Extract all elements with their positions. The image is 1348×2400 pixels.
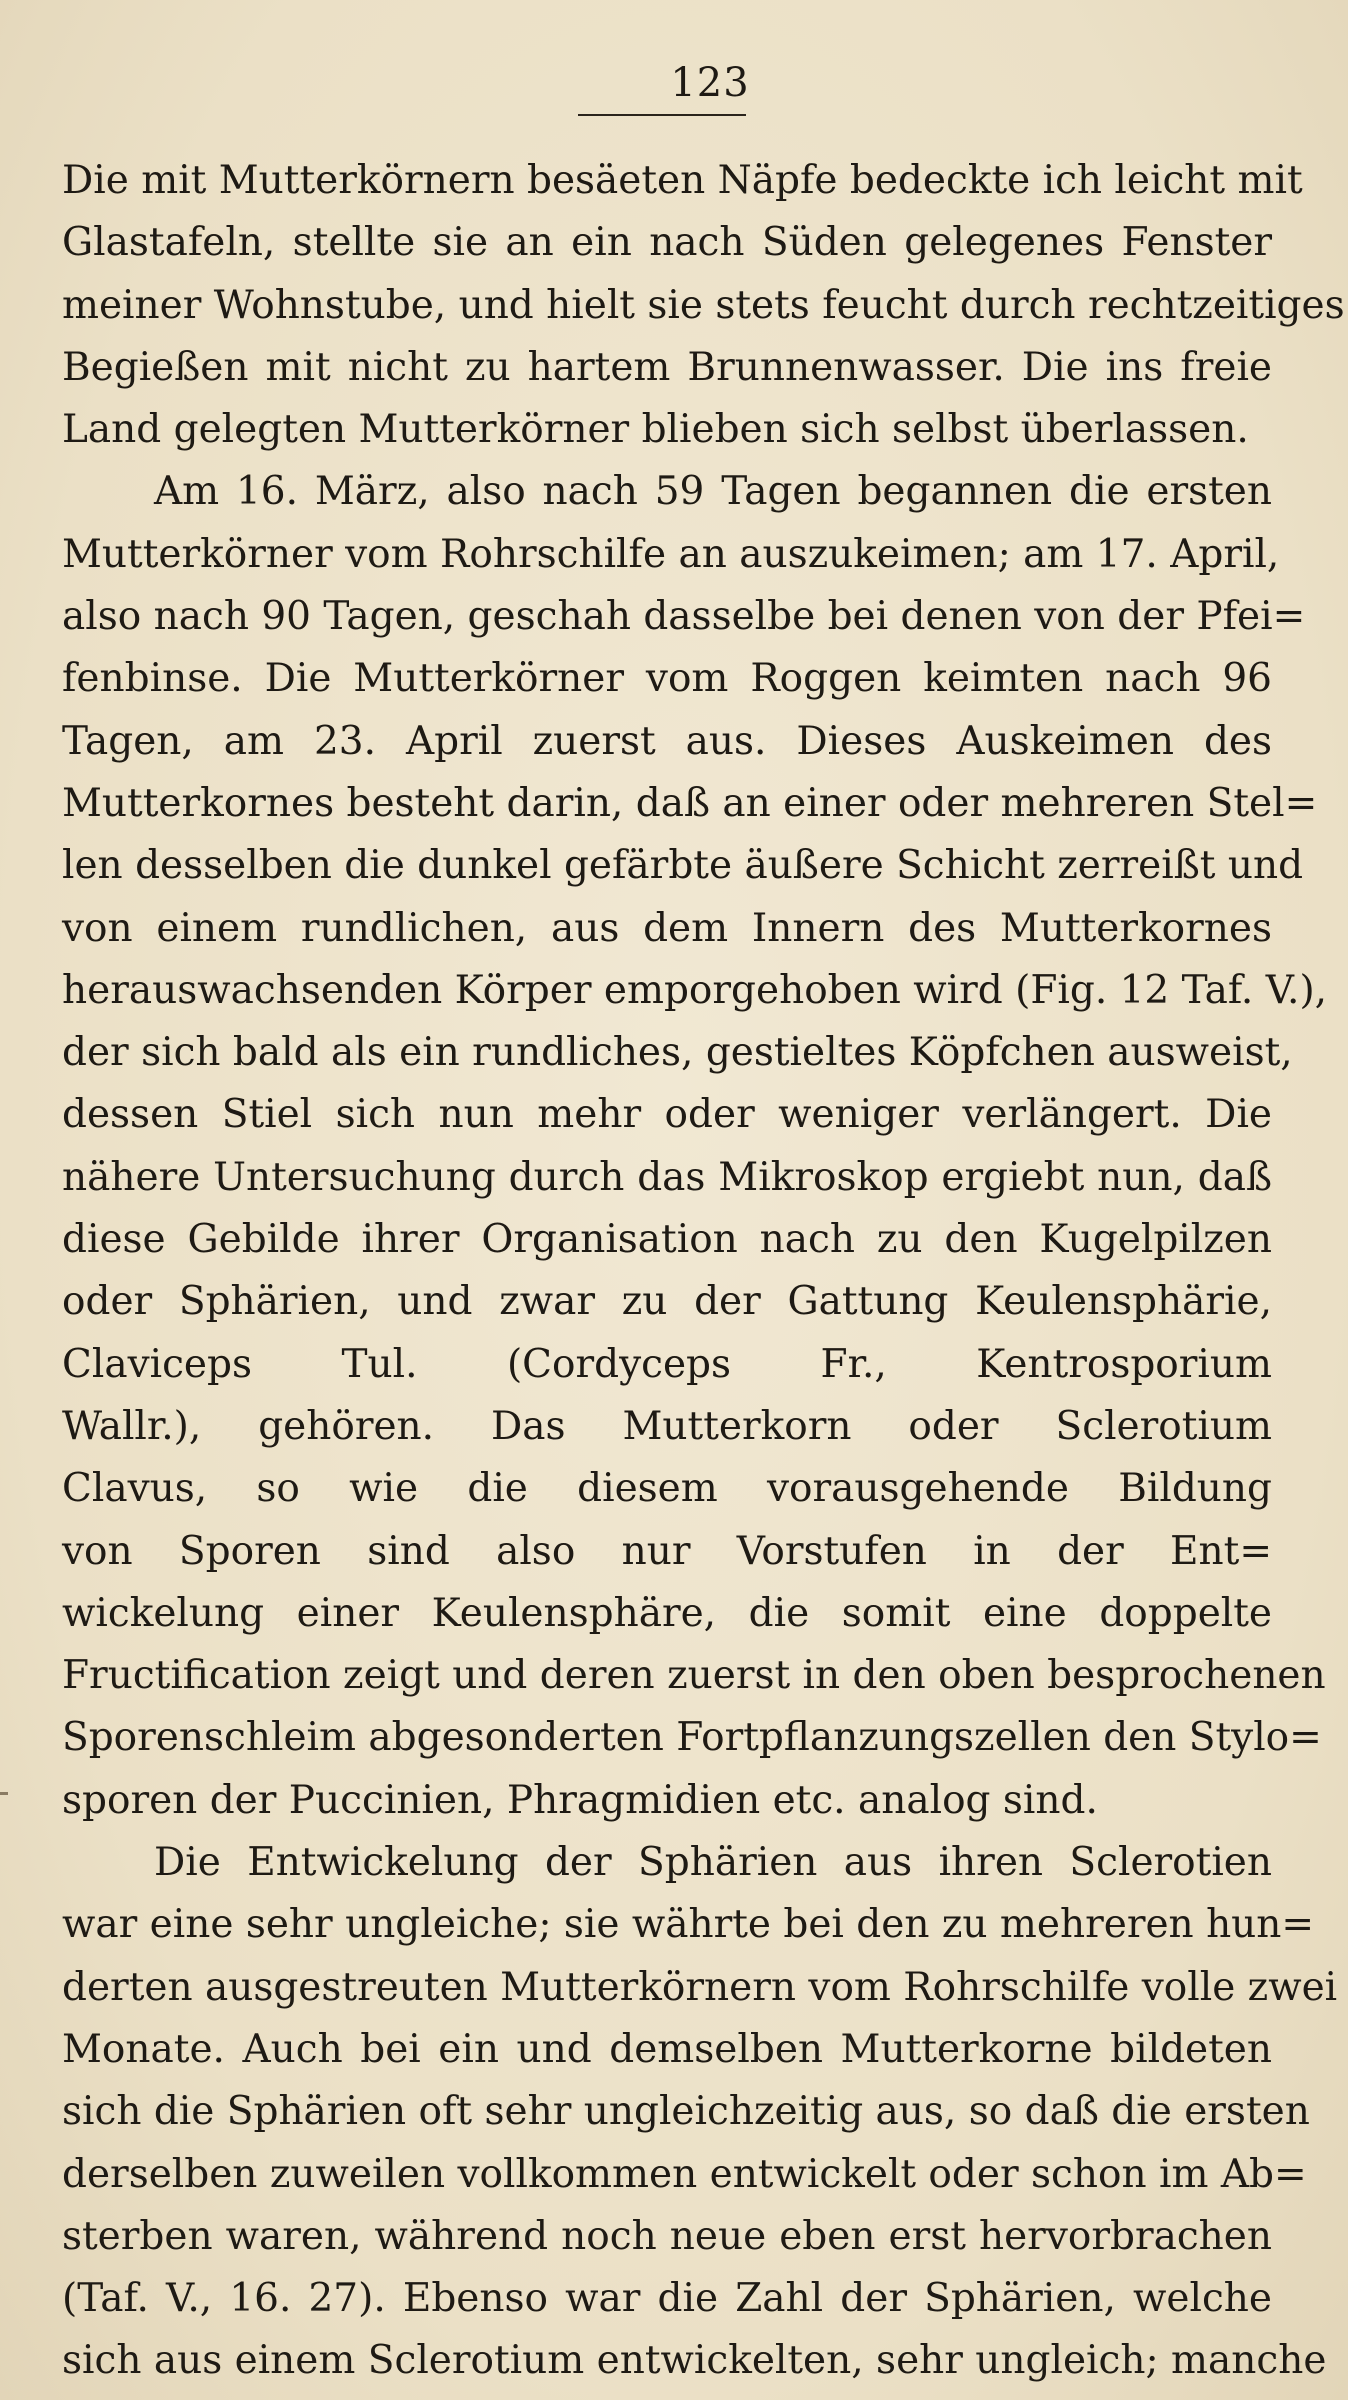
text-line: (Taf. V., 16. 27). Ebenso war die Zahl der Sphärien, welche [62,2276,1272,2322]
text-line: wickelung einer Keulensphäre, die somit eine doppelte [62,1590,1272,1636]
body-text [62,150,1345,2393]
text-line: sporen der Puccinien, Phragmidien etc. analog sind. [62,1777,1098,1823]
text-line: derten ausgestreuten Mutterkörnern vom Rohrschilfe volle zwei [62,1964,1338,2010]
text-line: von Sporen sind also nur Vorstufen in der Ent= [62,1528,1272,1574]
text-line: derselben zuweilen vollkommen entwickelt oder schon im Ab= [62,2151,1307,2197]
text-line: sich aus einem Sclerotium entwickelten, sehr ungleich; manche [62,2338,1327,2384]
text-line: Mutterkornes besteht darin, daß an einer oder mehreren Stel= [62,780,1318,826]
page-number: 123 [670,60,750,106]
text-line: war eine sehr ungleiche; sie währte bei den zu mehreren hun= [62,1902,1315,1948]
text-line: diese Gebilde ihrer Organisation nach zu den Kugelpilzen [62,1217,1272,1263]
text-line: Tagen, am 23. April zuerst aus. Dieses Auskeimen des [62,718,1272,764]
text-line: Die mit Mutterkörnern besäeten Näpfe bedeckte ich leicht mit [62,158,1303,203]
text-line: sterben waren, während noch neue eben erst hervorbrachen [62,2213,1272,2259]
text-line: Wallr.), gehören. Das Mutterkorn oder Sclerotium [62,1403,1272,1449]
text-line: meiner Wohnstube, und hielt sie stets feucht durch rechtzeitiges [62,282,1345,328]
text-line: Sporenschleim abgesonderten Fortpflanzungszellen den Stylo= [62,1715,1322,1761]
text-line: Die Entwickelung der Sphärien aus ihren Sclerotien [154,1840,1272,1886]
text-line: Fructification zeigt und deren zuerst in den oben besprochenen [62,1653,1326,1699]
text-line: oder Sphärien, und zwar zu der Gattung Keulensphärie, [62,1279,1272,1325]
text-line: herauswachsenden Körper emporgehoben wird (Fig. 12 Taf. V.), [62,967,1328,1013]
header-rule [578,114,746,116]
text-line: fenbinse. Die Mutterkörner vom Roggen keimten nach 96 [62,656,1272,702]
text-line: der sich bald als ein rundliches, gestieltes Köpfchen ausweist, [62,1030,1293,1076]
text-line: Land gelegten Mutterkörner blieben sich selbst überlassen. [62,407,1249,453]
text-line: Mutterkörner vom Rohrschilfe an auszukeimen; am 17. April, [62,531,1280,577]
text-line: sich die Sphärien oft sehr ungleichzeitig aus, so daß die ersten [62,2089,1310,2135]
text-line: dessen Stiel sich nun mehr oder weniger verlängert. Die [62,1092,1272,1138]
margin-mark [0,1792,8,1795]
text-line: Clavus, so wie die diesem vorausgehende Bildung [62,1466,1272,1512]
text-line: von einem rundlichen, aus dem Innern des Mutterkornes [62,905,1272,951]
text-line: Claviceps Tul. (Cordyceps Fr., Kentrosporium [62,1341,1272,1387]
text-line: Glastafeln, stellte sie an ein nach Süden gelegenes Fenster [62,220,1272,266]
text-line: len desselben die dunkel gefärbte äußere Schicht zerreißt und [62,843,1304,889]
text-line: nähere Untersuchung durch das Mikroskop ergiebt nun, daß [62,1154,1272,1200]
text-line: Monate. Auch bei ein und demselben Mutterkorne bildeten [62,2026,1272,2072]
text-line: Begießen mit nicht zu hartem Brunnenwasser. Die ins freie [62,344,1272,390]
text-line: also nach 90 Tagen, geschah dasselbe bei denen von der Pfei= [62,594,1306,640]
text-line: Am 16. März, also nach 59 Tagen begannen die ersten [154,469,1272,515]
